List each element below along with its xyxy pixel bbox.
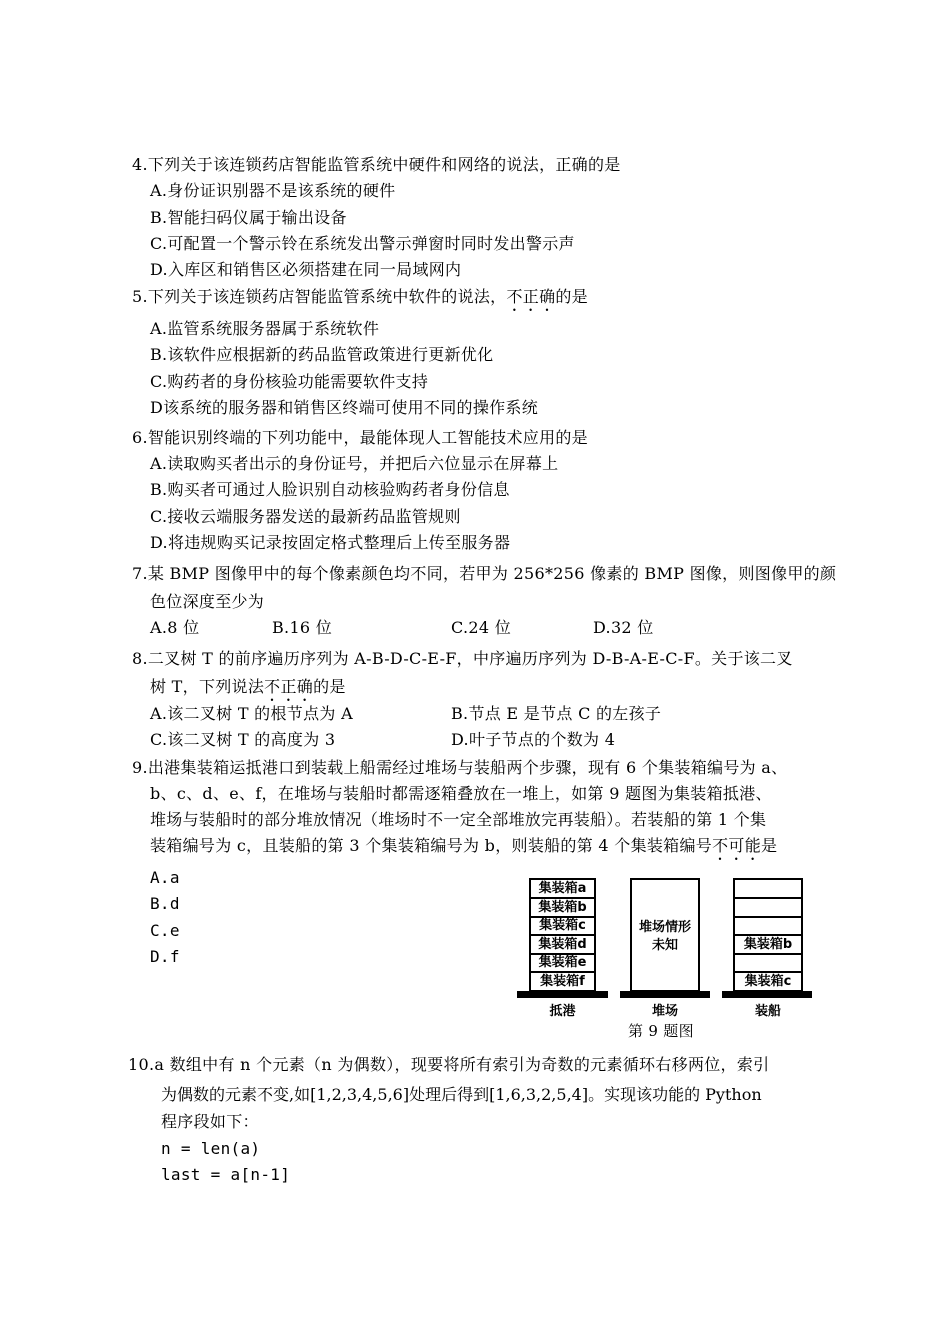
ship-stack bbox=[733, 878, 803, 992]
ship-slot bbox=[735, 880, 801, 899]
q9-option-b: B.d bbox=[150, 894, 180, 913]
q9-stem-post: 是 bbox=[761, 836, 778, 855]
q5-stem bbox=[132, 286, 588, 315]
q4-stem: 4.下列关于该连锁药店智能监管系统中硬件和网络的说法，正确的是 bbox=[132, 155, 621, 174]
q7-option-a: A.8 位 bbox=[150, 618, 200, 637]
q8-option-c: C.该二叉树 T 的高度为 3 bbox=[150, 730, 336, 749]
q7-option-d: D.32 位 bbox=[593, 618, 654, 637]
q6-option-c: C.接收云端服务器发送的最新药品监管规则 bbox=[150, 507, 461, 526]
arrival-stack bbox=[529, 878, 596, 992]
q6-stem: 6.智能识别终端的下列功能中，最能体现人工智能技术应用的是 bbox=[132, 428, 588, 447]
q9-stem-line4 bbox=[150, 835, 777, 864]
q8-option-a: A.该二叉树 T 的根节点为 A bbox=[150, 704, 353, 723]
yard-unknown-line2: 未知 bbox=[651, 938, 678, 953]
q4-option-c: C.可配置一个警示铃在系统发出警示弹窗时同时发出警示声 bbox=[150, 234, 575, 253]
q8-stem-line1: 8.二叉树 T 的前序遍历序列为 A-B-D-C-E-F，中序遍历序列为 D-B-A-E-C-F。关于该二叉 bbox=[132, 649, 793, 668]
q9-option-a: A.a bbox=[150, 868, 180, 887]
q9-stem-line1: 9.出港集装箱运抵港口到装载上船需经过堆场与装船两个步骤，现有 6 个集装箱编号为 a、 bbox=[132, 758, 788, 777]
q5-stem-post: 的是 bbox=[555, 287, 588, 306]
q7-stem-line1: 7.某 BMP 图像甲中的每个像素颜色均不同，若甲为 256*256 像素的 BMP 图像，则图像甲的颜 bbox=[132, 564, 837, 583]
q4-option-b: B.智能扫码仪属于输出设备 bbox=[150, 208, 347, 227]
q6-option-b: B.购买者可通过人脸识别自动核验购药者身份信息 bbox=[150, 480, 510, 499]
label-yard: 堆场 bbox=[651, 1004, 678, 1019]
q10-stem-line2: 为偶数的元素不变,如[1,2,3,4,5,6]处理后得到[1,6,3,2,5,4]。实现该功能的 Python bbox=[161, 1085, 762, 1104]
yard-stack bbox=[630, 878, 700, 992]
container-box: 集装箱e bbox=[531, 954, 594, 973]
ship-slot bbox=[735, 917, 801, 936]
q8-stem-emphasis: 不正确 bbox=[264, 677, 314, 696]
q9-stem-line3: 堆场与装船时的部分堆放情况（堆场时不一定全部堆放完再装船）。若装船的第 1 个集 bbox=[150, 810, 767, 829]
q4-option-d: D.入库区和销售区必须搭建在同一局域网内 bbox=[150, 260, 462, 279]
q10-stem-line1: 10.a 数组中有 n 个元素（n 为偶数），现要将所有索引为奇数的元素循环右移两位，索引 bbox=[128, 1055, 770, 1074]
figure-caption: 第 9 题图 bbox=[628, 1022, 694, 1040]
q7-stem-line2: 色位深度至少为 bbox=[150, 592, 265, 611]
q7-option-c: C.24 位 bbox=[451, 618, 512, 637]
yard-unknown-line1: 堆场情形 bbox=[638, 920, 691, 935]
label-arrival: 抵港 bbox=[549, 1004, 576, 1019]
q5-option-a: A.监管系统服务器属于系统软件 bbox=[150, 319, 380, 338]
q5-option-d: D该系统的服务器和销售区终端可使用不同的操作系统 bbox=[150, 398, 539, 417]
q9-option-d: D.f bbox=[150, 947, 180, 966]
q9-stem-line2: b、c、d、e、f，在堆场与装船时都需逐箱叠放在一堆上，如第 9 题图为集装箱抵港、 bbox=[150, 784, 772, 803]
container-box: 集装箱f bbox=[540, 973, 585, 989]
q5-option-b: B.该软件应根据新的药品监管政策进行更新优化 bbox=[150, 345, 494, 364]
container-box: 集装箱c bbox=[531, 917, 594, 936]
q5-option-c: C.购药者的身份核验功能需要软件支持 bbox=[150, 372, 429, 391]
arrival-base bbox=[517, 991, 608, 998]
ship-slot bbox=[735, 899, 801, 918]
ship-slot bbox=[735, 954, 801, 973]
q8-option-d: D.叶子节点的个数为 4 bbox=[451, 730, 616, 749]
container-box: 集装箱d bbox=[531, 936, 594, 955]
q10-stem-line3: 程序段如下： bbox=[161, 1112, 259, 1131]
label-ship: 装船 bbox=[754, 1004, 781, 1019]
q8-option-b: B.节点 E 是节点 C 的左孩子 bbox=[451, 704, 662, 723]
q5-stem-emphasis: 不正确 bbox=[506, 287, 556, 306]
container-box: 集装箱b bbox=[735, 936, 801, 955]
q8-stem-post: 的是 bbox=[313, 677, 346, 696]
q8-stem-pre: 树 T，下列说法 bbox=[150, 677, 265, 696]
q8-stem-line2 bbox=[150, 676, 346, 705]
q4-option-a: A.身份证识别器不是该系统的硬件 bbox=[150, 181, 396, 200]
yard-base bbox=[620, 991, 710, 998]
q6-option-d: D.将违规购买记录按固定格式整理后上传至服务器 bbox=[150, 533, 511, 552]
q7-option-b: B.16 位 bbox=[272, 618, 333, 637]
q5-stem-pre: 5.下列关于该连锁药店智能监管系统中软件的说法， bbox=[132, 287, 507, 306]
q9-stem-emphasis: 不可能 bbox=[712, 836, 761, 855]
q9-stem-pre: 装箱编号为 c，且装船的第 3 个集装箱编号为 b，则装船的第 4 个集装箱编号 bbox=[150, 836, 713, 855]
container-box: 集装箱c bbox=[744, 973, 792, 989]
container-box: 集装箱b bbox=[531, 899, 594, 918]
q6-option-a: A.读取购买者出示的身份证号，并把后六位显示在屏幕上 bbox=[150, 454, 559, 473]
code-line: last = a[n-1] bbox=[161, 1165, 291, 1184]
ship-base bbox=[722, 991, 812, 998]
container-box: 集装箱a bbox=[531, 880, 594, 899]
q9-option-c: C.e bbox=[150, 921, 180, 940]
code-line: n = len(a) bbox=[161, 1139, 261, 1158]
